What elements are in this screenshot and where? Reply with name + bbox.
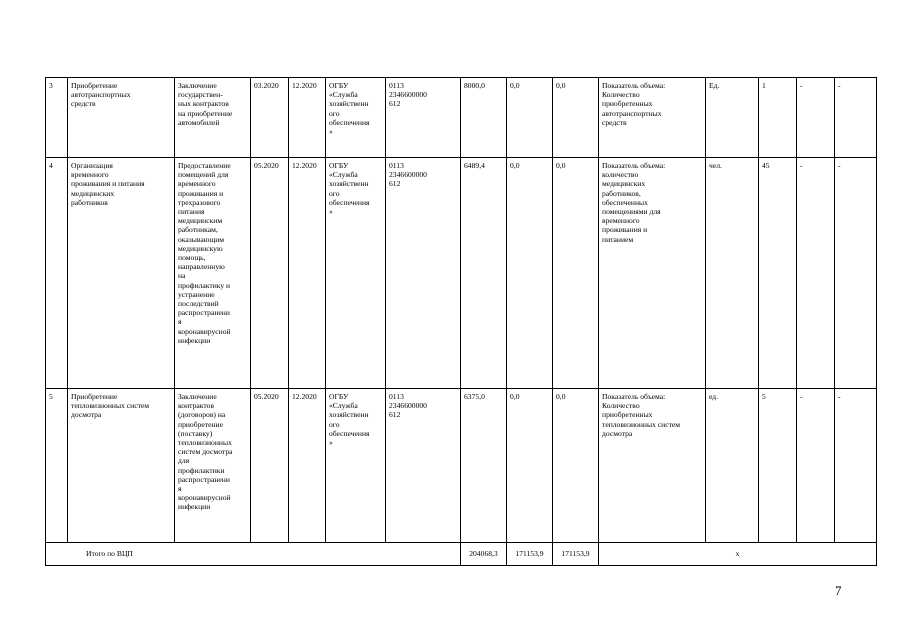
total-row [46,543,877,566]
end-date-cell: 12.2020 [289,78,326,158]
indicator-value-2-cell: - [797,78,835,158]
unit-cell: чел. [706,158,759,389]
funding-total-cell: 6489,4 [461,158,507,389]
indicator-cell: Показатель объема: Количество приобретенных автотранспортных средств [599,78,706,158]
indicator-cell: Показатель объема: Количество приобретенных тепловизионных систем досмотра [599,389,706,543]
indicator-cell: Показатель объема: количество медицинских работников, обеспеченных помещениями для временного проживания и питанием [599,158,706,389]
executor-cell: ОГБУ «Служба хозяйственн ого обеспечения » [326,158,386,389]
total-label: Итого по ВЦП [86,549,133,559]
indicator-value-3-cell: - [835,389,877,543]
total-funding-year-2-cell: 171153,9 [507,543,553,566]
activity-action-cell: Заключение контрактов (договоров) на приобретение (поставку) тепловизионных систем досмотра для профилактики распространени я коронавирусной инфекции [175,389,251,543]
executor-cell: ОГБУ «Служба хозяйственн ого обеспечения » [326,78,386,158]
total-label-cell [46,543,461,566]
funding-year-3-cell: 0,0 [553,389,599,543]
row-number-cell: 5 [46,389,68,543]
end-date-cell: 12.2020 [289,158,326,389]
funding-total-cell: 6375,0 [461,389,507,543]
indicator-value-3-cell: - [835,78,877,158]
indicator-value-cell: 1 [759,78,797,158]
indicator-value-2-cell: - [797,389,835,543]
table-row [46,389,877,543]
activity-name-cell: Приобретение автотранспортных средств [68,78,175,158]
activity-name-cell: Организация временного проживания и питания медицинских работников [68,158,175,389]
total-funding-cell: 204068,3 [461,543,507,566]
funding-year-2-cell: 0,0 [507,158,553,389]
activity-action-cell: Заключение государствен- ных контрактов на приобретение автомобилей [175,78,251,158]
total-funding-year-3-cell: 171153,9 [553,543,599,566]
unit-cell: ед. [706,389,759,543]
start-date-cell: 03.2020 [251,78,289,158]
total-mark: х [735,549,740,559]
executor-cell: ОГБУ «Служба хозяйственн ого обеспечения » [326,389,386,543]
indicator-value-cell: 5 [759,389,797,543]
end-date-cell: 12.2020 [289,389,326,543]
program-activities-table [45,77,877,566]
funding-year-2-cell: 0,0 [507,78,553,158]
page-number: 7 [835,583,842,598]
row-number-cell: 3 [46,78,68,158]
budget-code-cell: 0113 2346600000 612 [386,389,461,543]
indicator-value-3-cell: - [835,158,877,389]
budget-code-cell: 0113 2346600000 612 [386,78,461,158]
funding-year-3-cell: 0,0 [553,158,599,389]
funding-year-3-cell: 0,0 [553,78,599,158]
activity-name-cell: Приобретение тепловизионных систем досмотра [68,389,175,543]
row-number-cell: 4 [46,158,68,389]
unit-cell: Ед. [706,78,759,158]
table-row [46,158,877,389]
activity-action-cell: Предоставление помещений для временного проживания и трехразового питания медицинским работникам, оказывающим медицинскую помощь, направленную на профилактику и устранение последствий распространени я коронавирусной инфекции [175,158,251,389]
budget-code-cell: 0113 2346600000 612 [386,158,461,389]
funding-total-cell: 8000,0 [461,78,507,158]
indicator-value-2-cell: - [797,158,835,389]
start-date-cell: 05.2020 [251,158,289,389]
table-row [46,78,877,158]
total-mark-cell [599,543,877,566]
indicator-value-cell: 45 [759,158,797,389]
start-date-cell: 05.2020 [251,389,289,543]
funding-year-2-cell: 0,0 [507,389,553,543]
